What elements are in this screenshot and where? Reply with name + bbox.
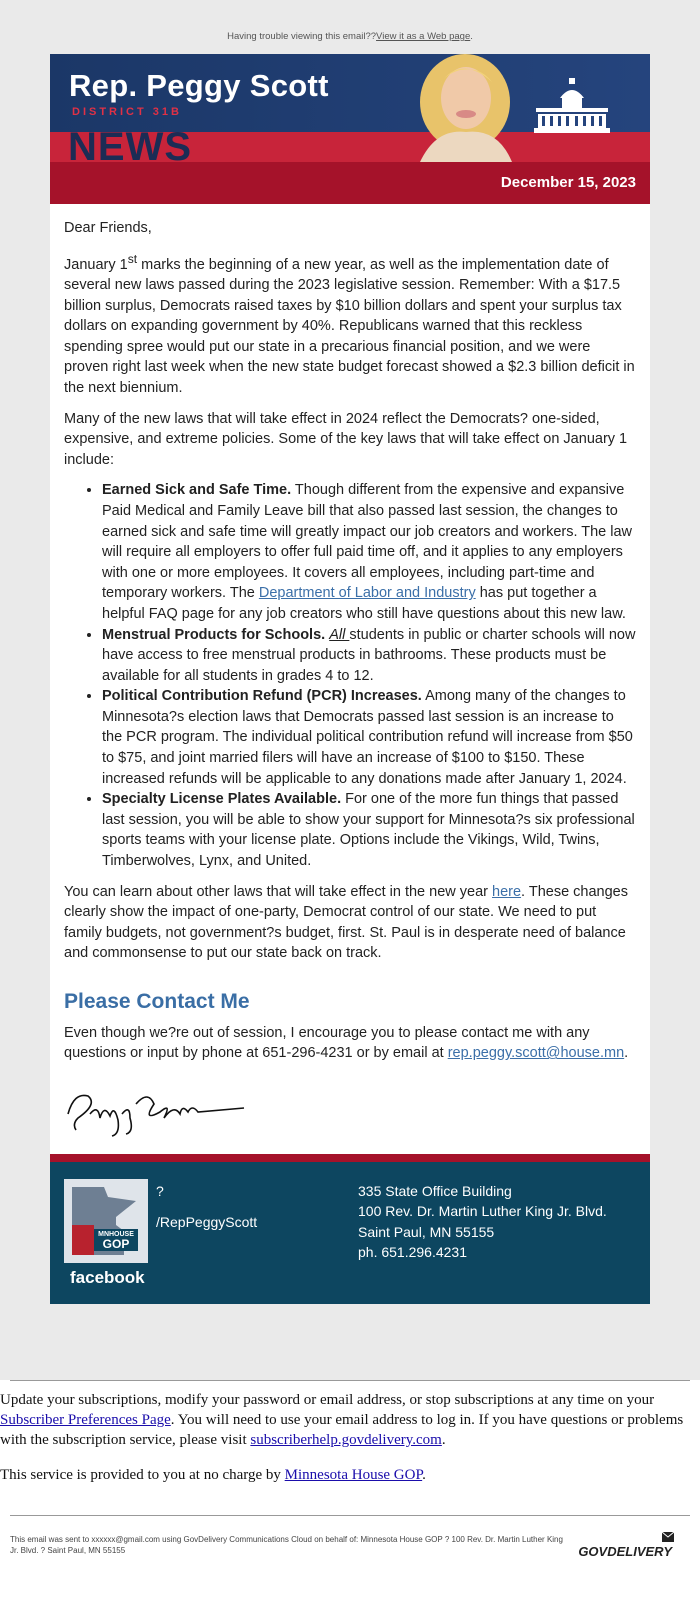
office-address [358,1181,607,1263]
header-banner [50,54,650,204]
legal-text-e: . [422,1467,426,1483]
newsletter-card [50,54,650,1304]
bullet-title: Menstrual Products for Schools. [102,626,326,643]
paragraph-more [64,882,636,964]
banner-title: Rep. Peggy Scott [69,68,329,103]
paragraph-contact [64,1023,636,1064]
legal-text-a: Update your subscriptions, modify your password or email address, or stop subscriptions at any time on your [0,1392,655,1408]
govdelivery-logo[interactable]: GOVDELIVERY [578,1544,672,1559]
legal-text-c: . [441,1432,446,1448]
contact-footer [50,1162,650,1304]
subscription-footer [0,1380,700,1610]
view-web-page-link[interactable]: View it as a Web page [376,31,471,42]
bullet-text: students in public or charter schools will now have access to free menstrual products in bathrooms. These products must be available for all students in grades 4 to 12. [102,626,636,684]
letter-body [50,204,650,1064]
list-item [102,480,636,624]
address-line-1: 335 State Office Building [358,1182,512,1199]
bullet-title: Earned Sick and Safe Time. [102,482,292,499]
list-item [102,789,636,871]
subscriber-preferences-link[interactable]: Subscriber Preferences Page [0,1412,171,1428]
logo-line1: MNHOUSE [98,1230,134,1238]
legal-text-b: . You will need to use your email address to log in. If you have questions or problems with the subscription service, please visit [0,1412,684,1448]
footer-divider [50,1154,650,1162]
list-item [102,625,636,687]
paragraph-laws: Many of the new laws that will take effect in 2024 reflect the Democrats? one-sided, expensive, and extreme policies. Some of the key laws that will take effect on January 1 include: [64,410,628,468]
legal-paragraph-2 [0,1450,700,1485]
signature [50,1074,650,1154]
sent-to-notice: This email was sent to xxxxxx@gmail.com using GovDelivery Communications Cloud on behalf of: Minnesota House GOP ? 100 Rev. Dr. Martin Luther King Jr. Blvd. ? Saint Paul, MN 55155 [10,1535,563,1555]
issue-date: December 15, 2023 [500,174,636,191]
list-item [102,686,636,789]
more-part-a: You can learn about other laws that will take effect in the new year [64,883,493,900]
greeting: Dear Friends, [64,220,152,236]
govdelivery-footer [0,1516,700,1566]
dli-link[interactable]: Department of Labor and Industry [258,585,476,602]
contact-heading: Please Contact Me [64,990,250,1014]
more-part-b: . These changes clearly show the impact of one-party, Democrat control of our state. We need to put family budgets, not government?s budget, first. St. Paul is in desperate need of balance and commonsense to put our state back on track. [64,883,628,962]
preheader-end: . [470,31,473,42]
legal-text-d: This service is provided to you at no charge by [0,1467,285,1483]
mn-house-gop-link[interactable]: Minnesota House GOP [284,1467,423,1483]
here-link[interactable]: here [492,883,522,900]
preheader-text: Having trouble viewing this email?? [227,31,377,42]
contact-part-b: . [624,1045,629,1062]
bullet-text: For one of the more fun things that passed last session, you will be able to show your support for Minnesota?s six professional sports teams with your license plate. Options include the Vikings, Wild, Twins, Timberwolves, Lynx, and United. [102,791,635,870]
facebook-label[interactable]: facebook [70,1267,145,1287]
bullet-text-end: has put together a helpful FAQ page for any job creators who still have questions about this new law. [102,585,626,622]
legal-paragraph-1 [0,1381,700,1450]
signature-image [64,1074,264,1144]
preheader [0,0,700,54]
subscriberhelp-link[interactable]: subscriberhelp.govdelivery.com [250,1432,442,1448]
capitol-icon [532,76,612,134]
law-list [64,480,636,871]
paragraph-intro [64,249,636,399]
intro-part-a: January 1 [64,256,128,273]
envelope-icon [662,1532,674,1542]
bullet-title: Specialty License Plates Available. [102,791,342,808]
intro-sup: st [127,251,138,266]
bullet-text: Though different from the expensive and expansive Paid Medical and Family Leave bill that also passed last session, the changes to earned sick and safe time will greatly impact our job creators and workers. The law will require all employers to offer full paid time off, and it applies to any employers with one or more employees. It covers all employees, including part-time and temporary workers. The [102,482,633,602]
logo-line2: GOP [102,1236,130,1251]
email-link[interactable]: rep.peggy.scott@house.mn [447,1045,625,1062]
address-line-2: 100 Rev. Dr. Martin Luther King Jr. Blvd. [358,1203,607,1220]
banner-news: NEWS [68,125,192,169]
office-phone: ph. 651.296.4231 [358,1244,467,1261]
bullet-emphasis: All [329,626,350,643]
bullet-text: Among many of the changes to Minnesota?s election laws that Democrats passed last session is an increase to the PCR program. The individual political contribution refund will increase from $50 to $75, and joint married filers will have an increase of $100 to $150. These increased refunds will be applicable to any donations made after January 1, 2024. [102,688,633,787]
portrait-image [400,54,530,162]
mnhouse-gop-logo[interactable] [64,1179,148,1263]
contact-part-a: Even though we?re out of session, I encourage you to please contact me with any questions or input by phone at 651-296-4231 or by email at [64,1024,590,1062]
bullet-title: Political Contribution Refund (PCR) Increases. [102,688,422,705]
banner-district: DISTRICT 31B [72,106,182,118]
facebook-handle[interactable]: /RepPeggyScott [156,1213,258,1230]
intro-part-b: marks the beginning of a new year, as well as the implementation date of several new laws passed during the 2023 legislative session. Remember: With a $17.5 billion surplus, Democrats raised taxes by $10 billion dollars and spent your surplus tax dollars on expanding government by 40%. Republicans warned that this reckless spending spree would put our state in a precarious financial position, and we were proven right last week when the new state budget forecast showed a $2.3 billion deficit in the next biennium. [64,256,635,396]
footer-question: ? [156,1182,164,1199]
address-line-3: Saint Paul, MN 55155 [358,1223,495,1240]
minnesota-map-icon [64,1179,148,1263]
